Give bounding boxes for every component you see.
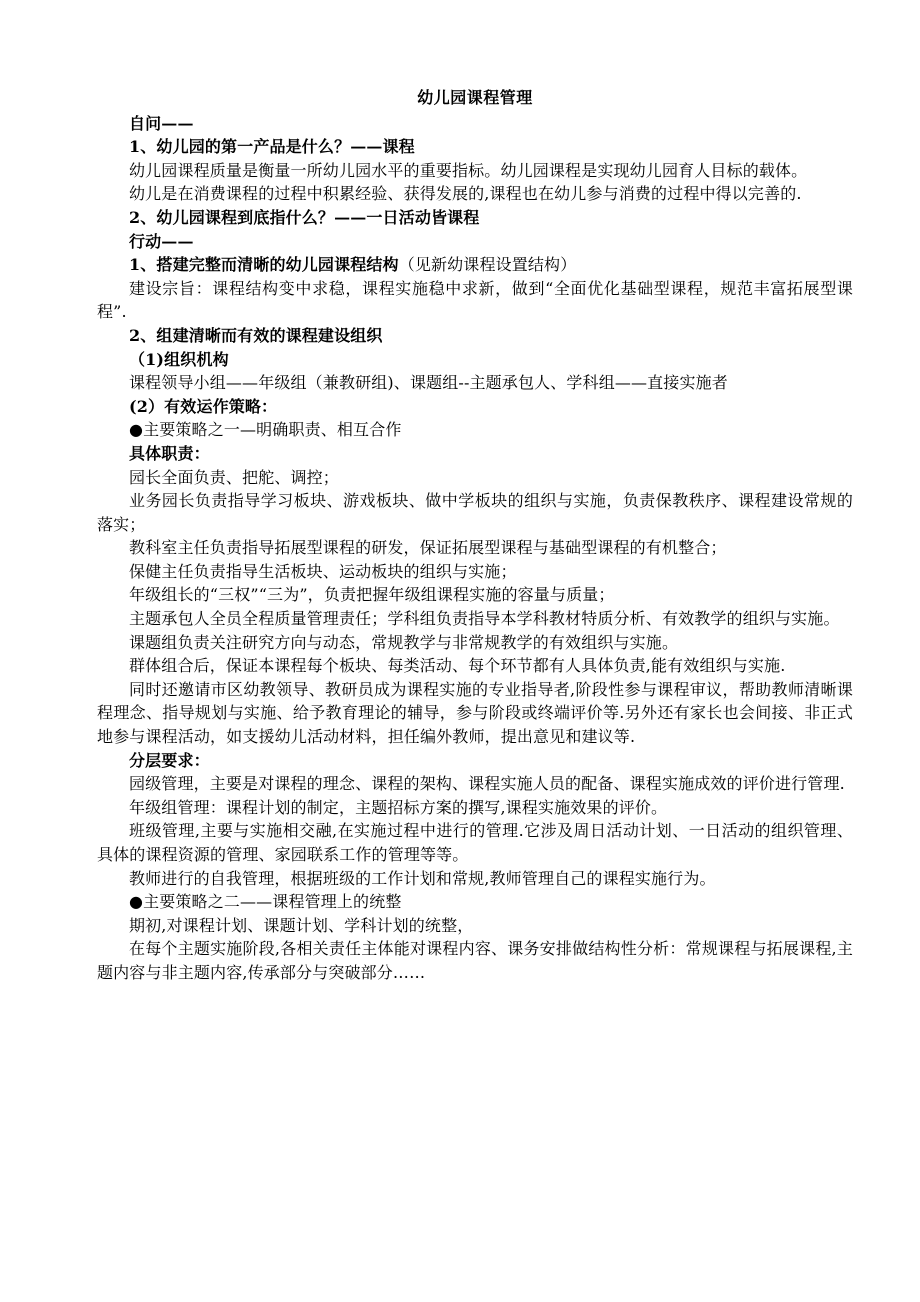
document-body <box>97 112 853 985</box>
heading-text: （1)组织机构 <box>129 349 229 369</box>
section-heading <box>97 324 853 348</box>
paragraph-text: 年级组管理：课程计划的制定，主题招标方案的撰写,课程实施效果的评价。 <box>129 797 668 817</box>
section-heading <box>97 253 853 277</box>
document-page <box>97 86 853 985</box>
paragraph <box>97 583 853 607</box>
paragraph-text: 保健主任负责指导生活板块、运动板块的组织与实施； <box>129 561 517 581</box>
paragraph <box>97 159 853 183</box>
paragraph <box>97 796 853 820</box>
paragraph <box>97 678 853 749</box>
paragraph-text: 班级管理,主要与实施相交融,在实施过程中进行的管理.它涉及周日活动计划、一日活动的组织管理、具体的课程资源的管理、家园联系工作的管理等等。 <box>97 821 853 864</box>
paragraph-text: 期初,对课程计划、课题计划、学科计划的统整， <box>129 915 474 935</box>
heading-text: 2、组建清晰而有效的课程建设组织 <box>129 325 383 345</box>
heading-text: 1、幼儿园的第一产品是什么？——课程 <box>129 137 415 157</box>
paragraph-text: 幼儿园课程质量是衡量一所幼儿园水平的重要指标。幼儿园课程是实现幼儿园育人目标的载体。 <box>129 160 808 180</box>
paragraph <box>97 654 853 678</box>
section-heading <box>97 442 853 466</box>
heading-text: 具体职责： <box>129 443 210 463</box>
paragraph-text: 课题组负责关注研究方向与动态，常规教学与非常规教学的有效组织与实施。 <box>129 632 679 652</box>
paragraph-text: 园级管理，主要是对课程的理念、课程的架构、课程实施人员的配备、课程实施成效的评价进行管理. <box>129 774 845 794</box>
paragraph <box>97 489 853 536</box>
section-heading <box>97 206 853 230</box>
heading-text: 2、幼儿园课程到底指什么？——一日活动皆课程 <box>129 207 480 227</box>
section-heading <box>97 395 853 419</box>
paragraph <box>97 890 853 914</box>
paragraph <box>97 914 853 938</box>
paragraph <box>97 631 853 655</box>
heading-text: 分层要求： <box>129 750 210 770</box>
paragraph <box>97 607 853 631</box>
section-heading <box>97 135 853 159</box>
heading-text: (2）有效运作策略： <box>129 396 278 416</box>
paragraph-text: 同时还邀请市区幼教领导、教研员成为课程实施的专业指导者,阶段性参与课程审议，帮助教师清晰课程理念、指导规划与实施、给予教育理论的辅导，参与阶段或终端评价等.另外还有家长也会间接、非正式地参与课程活动，如支援幼儿活动材料，担任编外教师，提出意见和建议等. <box>97 679 853 747</box>
paragraph-text: 业务园长负责指导学习板块、游戏板块、做中学板块的组织与实施，负责保教秩序、课程建设常规的落实； <box>97 491 853 534</box>
paragraph <box>97 819 853 866</box>
paragraph-text: 建设宗旨：课程结构变中求稳，课程实施稳中求新，做到“全面优化基础型课程，规范丰富拓展型课程”. <box>97 278 853 322</box>
document-title: 幼儿园课程管理 <box>417 88 533 107</box>
paragraph <box>97 772 853 796</box>
section-heading <box>97 230 853 254</box>
paragraph <box>97 937 853 984</box>
paragraph <box>97 418 853 442</box>
heading-text: 自问—— <box>129 113 194 133</box>
paragraph-text: ●主要策略之一—明确职责、相互合作 <box>129 420 402 440</box>
paragraph-text: 年级组长的“三权”“三为”，负责把握年级组课程实施的容量与质量； <box>129 585 615 605</box>
paragraph <box>97 371 853 395</box>
section-heading <box>97 112 853 136</box>
paragraph <box>97 560 853 584</box>
paragraph-text: ●主要策略之二——课程管理上的统整 <box>129 892 402 912</box>
section-heading <box>97 749 853 773</box>
paragraph-text: 园长全面负责、把舵、调控； <box>129 467 339 487</box>
section-heading <box>97 348 853 372</box>
paragraph <box>97 182 853 206</box>
paragraph-text: 幼儿是在消费课程的过程中积累经验、获得发展的,课程也在幼儿参与消费的过程中得以完善的. <box>129 184 802 204</box>
paragraph-text: 在每个主题实施阶段,各相关责任主体能对课程内容、课务安排做结构性分析：常规课程与拓展课程,主题内容与非主题内容,传承部分与突破部分…… <box>97 939 853 982</box>
paragraph-text: 群体组合后，保证本课程每个板块、每类活动、每个环节都有人具体负责,能有效组织与实施. <box>129 656 786 676</box>
paragraph <box>97 867 853 891</box>
paragraph-text: 课程领导小组——年级组（兼教研组)、课题组--主题承包人、学科组——直接实施者 <box>129 373 728 393</box>
paragraph-text: 教师进行的自我管理，根据班级的工作计划和常规,教师管理自己的课程实施行为。 <box>129 868 716 888</box>
paragraph <box>97 536 853 560</box>
paragraph <box>97 466 853 490</box>
paragraph-text: 主题承包人全员全程质量管理责任；学科组负责指导本学科教材特质分析、有效教学的组织与实施。 <box>129 609 840 629</box>
paragraph-text: 教科室主任负责指导拓展型课程的研发，保证拓展型课程与基础型课程的有机整合； <box>129 538 727 558</box>
heading-text: 1、搭建完整而清晰的幼儿园课程结构 <box>129 255 399 275</box>
heading-text: 行动—— <box>129 231 194 251</box>
paragraph <box>97 277 853 324</box>
heading-note: （见新幼课程设置结构） <box>398 255 577 275</box>
